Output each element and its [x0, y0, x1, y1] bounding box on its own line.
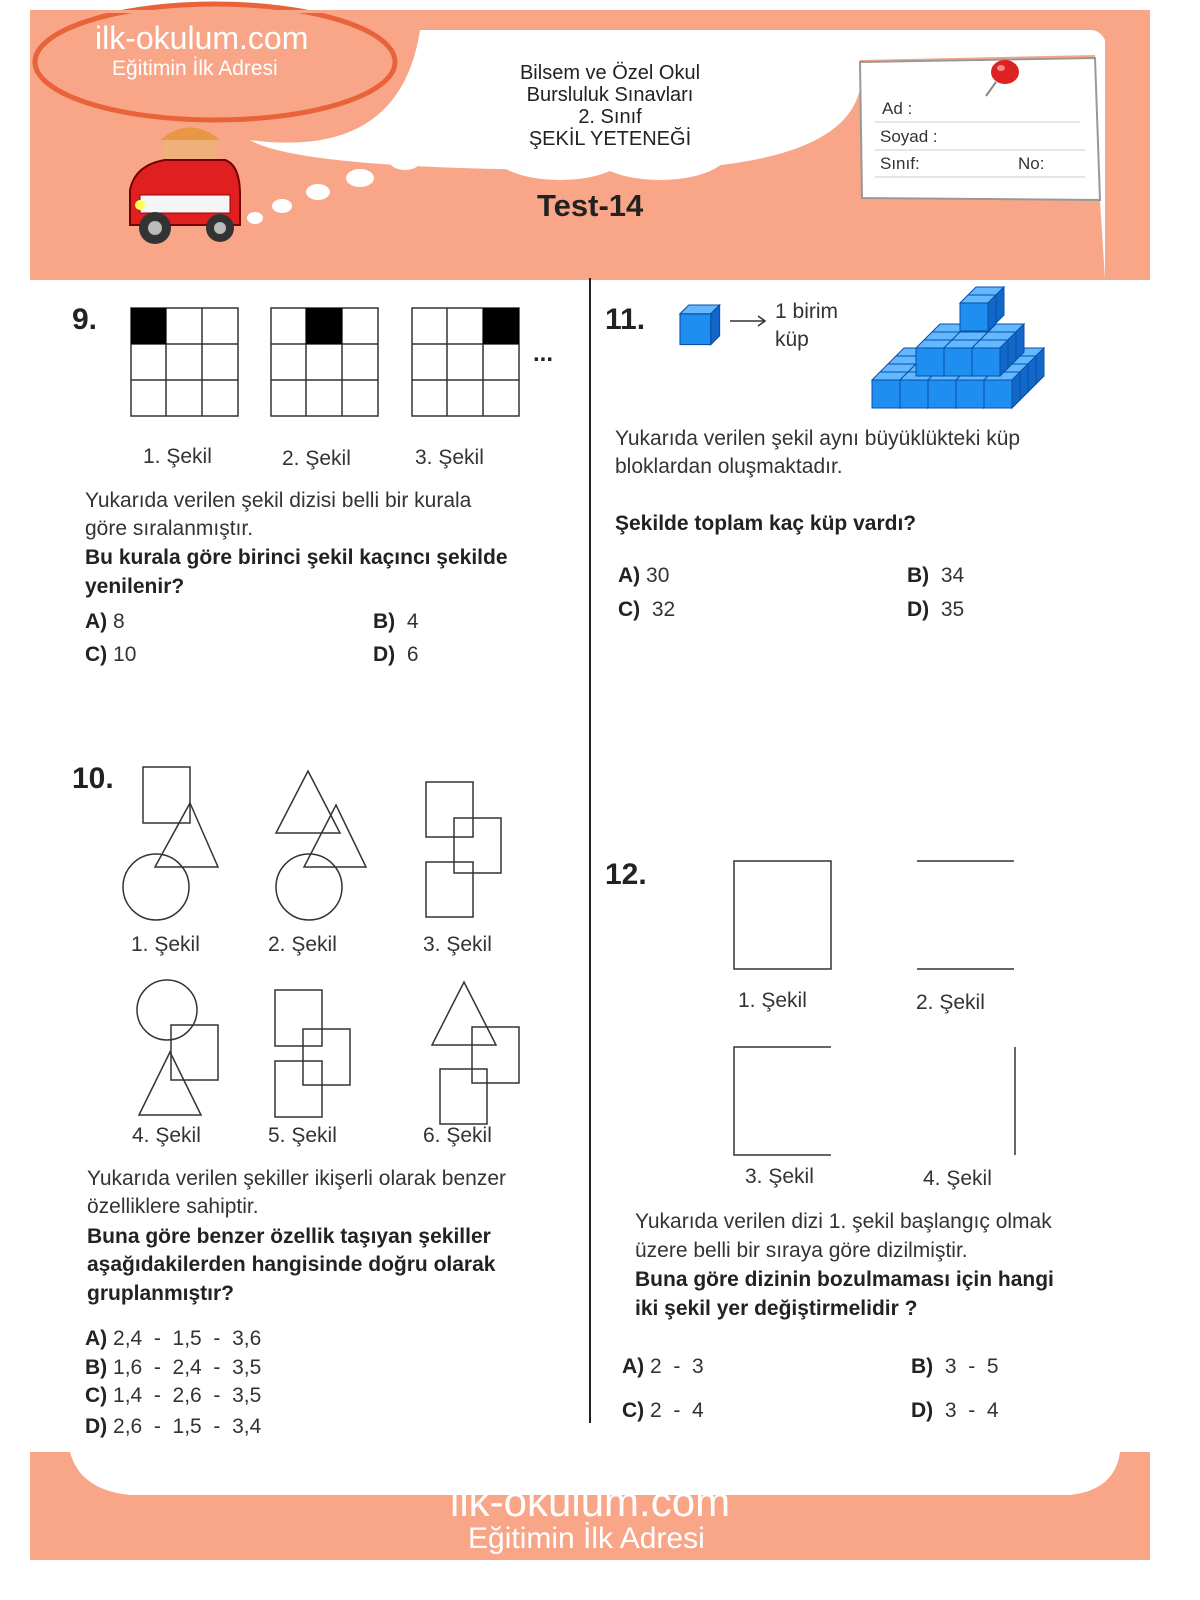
option-letter: B) [373, 610, 396, 633]
q10-number: 10. [72, 762, 114, 795]
q9-text-line: göre sıralanmıştır. [85, 517, 254, 540]
q12-figure-caption: 4. Şekil [923, 1167, 992, 1190]
option-letter: C) [618, 598, 641, 621]
option-value: 30 [646, 564, 670, 587]
card-no-label: No: [1018, 154, 1045, 173]
option-letter: D) [85, 1415, 108, 1438]
option-letter: B) [85, 1356, 108, 1379]
q12-figure-caption: 3. Şekil [745, 1165, 814, 1188]
option-value: 1,6 - 2,4 - 3,5 [113, 1356, 262, 1379]
q10-question-line: aşağıdakilerden hangisinde doğru olarak [87, 1253, 496, 1276]
q10-figure-caption: 3. Şekil [423, 933, 492, 956]
option-letter: A) [85, 610, 108, 633]
cloud-line: Bursluluk Sınavları [526, 84, 694, 106]
cloud-line: Bilsem ve Özel Okul [519, 62, 701, 84]
q10-figure-caption: 5. Şekil [268, 1124, 337, 1147]
q10-figure-caption: 4. Şekil [132, 1124, 201, 1147]
option-letter: D) [907, 598, 930, 621]
option-value: 2,4 - 1,5 - 3,6 [113, 1327, 262, 1350]
q10-figure-caption: 6. Şekil [423, 1124, 492, 1147]
option-value: 32 [651, 598, 676, 621]
cloud-line: ŞEKİL YETENEĞİ [528, 128, 692, 150]
option-value: 4 [406, 610, 419, 633]
option-letter: C) [85, 643, 108, 666]
q12-figure-caption: 2. Şekil [916, 991, 985, 1014]
option-value: 3 - 5 [944, 1355, 999, 1378]
q12-question-line: iki şekil yer değiştirmelidir ? [635, 1297, 918, 1320]
footer-title[interactable]: ilk-okulum.com [450, 1478, 731, 1525]
q12-question-line: Buna göre dizinin bozulmaması için hangi [635, 1268, 1054, 1291]
option-value: 34 [940, 564, 965, 587]
q11-unit-label: 1 birim [775, 300, 839, 323]
q10-question-line: gruplanmıştır? [87, 1282, 235, 1305]
logo-subtitle: Eğitimin İlk Adresi [112, 57, 278, 80]
option-value: 8 [113, 610, 125, 633]
q11-question: Şekilde toplam kaç küp vardı? [615, 512, 917, 535]
q11-text-line: Yukarıda verilen şekil aynı büyüklükteki küp [615, 427, 1021, 450]
q11-text-line: bloklardan oluşmaktadır. [615, 455, 843, 478]
option-letter: A) [85, 1327, 108, 1350]
option-letter: B) [911, 1355, 934, 1378]
footer-subtitle: Eğitimin İlk Adresi [468, 1522, 705, 1555]
q10-figure-caption: 2. Şekil [268, 933, 337, 956]
card-ad-label: Ad : [882, 99, 913, 118]
option-value: 3 - 4 [944, 1399, 999, 1422]
q9-figure-caption: 3. Şekil [415, 446, 484, 469]
q12-text-line: üzere belli bir sıraya göre dizilmiştir. [635, 1239, 968, 1262]
option-letter: D) [911, 1399, 934, 1422]
card-soyad-label: Soyad : [880, 127, 938, 146]
q9-number: 9. [72, 303, 98, 336]
q11-unit-label: küp [775, 328, 809, 351]
option-letter: C) [85, 1384, 108, 1407]
q10-figure-caption: 1. Şekil [131, 933, 200, 956]
logo-title[interactable]: ilk-okulum.com [95, 20, 309, 56]
option-letter: A) [622, 1355, 645, 1378]
option-letter: C) [622, 1399, 645, 1422]
q12-number: 12. [605, 858, 647, 891]
q9-figure-caption: 1. Şekil [143, 445, 212, 468]
q10-text-line: özelliklere sahiptir. [87, 1195, 259, 1218]
q9-question-line: Bu kurala göre birinci şekil kaçıncı şekilde [85, 546, 508, 569]
option-value: 10 [113, 643, 137, 666]
option-value: 2,6 - 1,5 - 3,4 [113, 1415, 262, 1438]
option-value: 2 - 4 [650, 1399, 704, 1422]
q11-number: 11. [605, 303, 646, 336]
q12-figure-caption: 1. Şekil [738, 989, 807, 1012]
test-title: Test-14 [537, 188, 644, 223]
q12-text-line: Yukarıda verilen dizi 1. şekil başlangıç olmak [635, 1210, 1052, 1233]
q9-figure-caption: 2. Şekil [282, 447, 351, 470]
option-value: 35 [940, 598, 965, 621]
option-value: 6 [406, 643, 419, 666]
option-value: 2 - 3 [650, 1355, 704, 1378]
q9-ellipsis: ... [533, 340, 554, 367]
q10-text-line: Yukarıda verilen şekiller ikişerli olarak benzer [87, 1167, 507, 1190]
cloud-line: 2. Sınıf [578, 106, 642, 128]
option-letter: B) [907, 564, 930, 587]
q9-text-line: Yukarıda verilen şekil dizisi belli bir kurala [85, 489, 472, 512]
q9-question-line: yenilenir? [85, 575, 185, 598]
option-letter: D) [373, 643, 396, 666]
option-value: 1,4 - 2,6 - 3,5 [113, 1384, 262, 1407]
option-letter: A) [618, 564, 641, 587]
card-sinif-label: Sınıf: [880, 154, 920, 173]
q10-question-line: Buna göre benzer özellik taşıyan şekiller [87, 1225, 491, 1248]
